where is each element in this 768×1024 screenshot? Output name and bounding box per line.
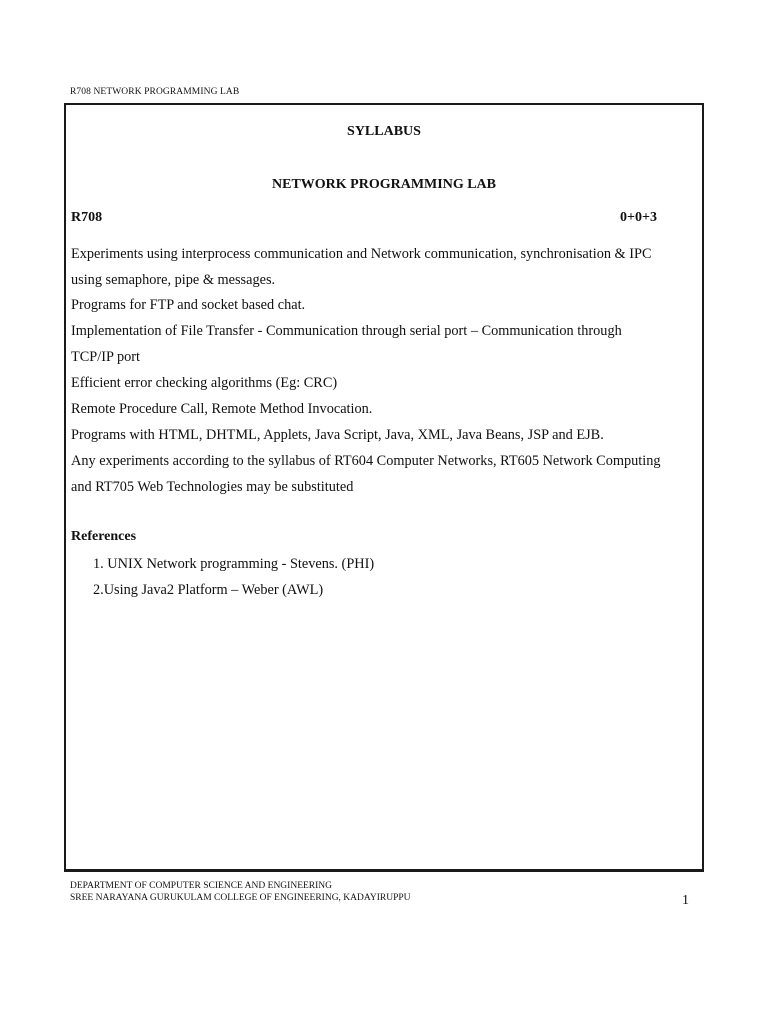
footer-college: SREE NARAYANA GURUKULAM COLLEGE OF ENGINEERING, KADAYIRUPPU (70, 893, 411, 903)
syllabus-line: Efficient error checking algorithms (Eg: CRC) (71, 375, 338, 391)
course-credits: 0+0+3 (620, 210, 657, 225)
syllabus-line: using semaphore, pipe & messages. (71, 272, 276, 288)
syllabus-line: Experiments using interprocess communication and Network communication, synchronisation & IPC (71, 246, 652, 262)
syllabus-line: TCP/IP port (71, 349, 140, 365)
syllabus-line: Implementation of File Transfer - Communication through serial port – Communication through (71, 323, 622, 339)
syllabus-line: Programs with HTML, DHTML, Applets, Java Script, Java, XML, Java Beans, JSP and EJB. (71, 427, 604, 443)
references-heading: References (71, 529, 137, 544)
page-number: 1 (682, 893, 689, 908)
syllabus-line: Programs for FTP and socket based chat. (71, 297, 306, 313)
syllabus-line: Any experiments according to the syllabus of RT604 Computer Networks, RT605 Network Computing (71, 453, 661, 469)
syllabus-title: SYLLABUS (347, 124, 421, 139)
reference-item: 1. UNIX Network programming - Stevens. (PHI) (93, 556, 375, 572)
syllabus-line: and RT705 Web Technologies may be substituted (71, 479, 354, 495)
lab-title: NETWORK PROGRAMMING LAB (272, 177, 496, 192)
course-code: R708 (71, 210, 103, 225)
syllabus-line: Remote Procedure Call, Remote Method Invocation. (71, 401, 373, 417)
reference-item: 2.Using Java2 Platform – Weber (AWL) (93, 582, 324, 598)
running-header: R708 NETWORK PROGRAMMING LAB (70, 87, 240, 97)
footer-department: DEPARTMENT OF COMPUTER SCIENCE AND ENGINEERING (70, 881, 333, 891)
syllabus-frame (64, 103, 704, 872)
